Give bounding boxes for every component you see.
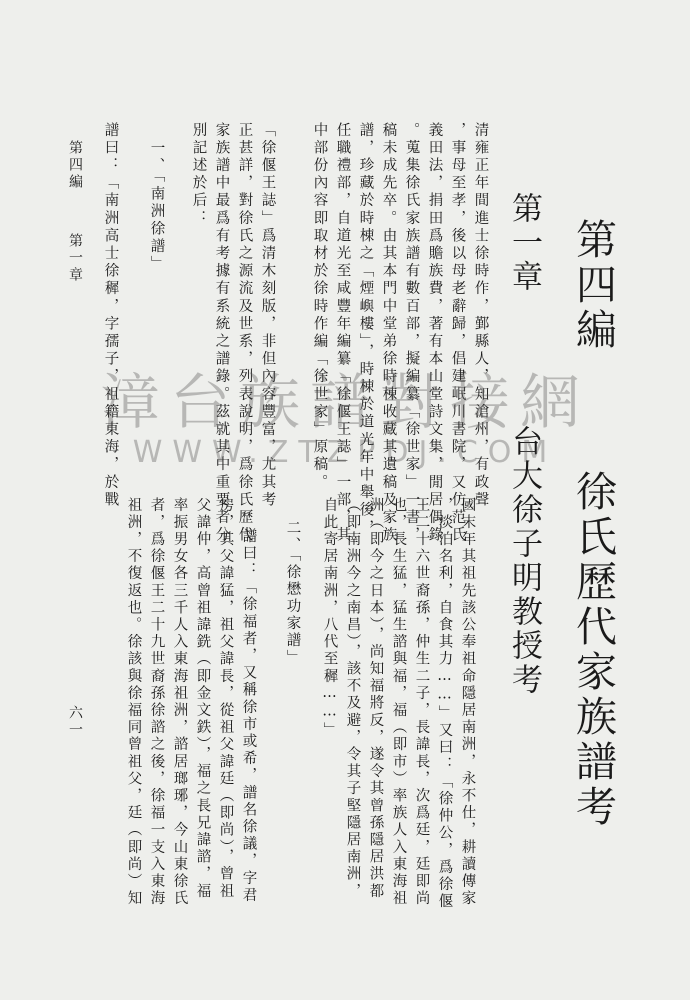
text-column: 稿未成先卒。由其本門中堂弟徐時棟收藏其遺稿及家族: [380, 122, 397, 545]
chapter-number: 第一章: [506, 192, 542, 294]
watermark-url: WWW.ZTZPDJ.COM: [132, 435, 558, 470]
text-column: 清雍正年間進士徐時作，鄞縣人，知滄州，有政聲: [472, 122, 489, 510]
text-column: 自此寄居南洲，八代至穉……」: [321, 497, 338, 740]
running-footer-part: 第四編: [67, 140, 83, 191]
text-column: 者，爲徐偃王二十九世裔孫徐諮之後，徐福一支入東海: [148, 497, 165, 908]
text-column: 王二十六世裔孫，仲生二子，長諱長，次爲廷，廷即尚: [413, 497, 430, 908]
text-column: 父諱仲，高曾祖諱銑（即金文鉄），福之長兄諱諮，福: [194, 497, 211, 901]
text-column: 譜曰：「徐福者，又稱徐市或希，譜名徐議，字君: [240, 528, 257, 905]
running-footer-chapter: 第一章: [67, 233, 83, 284]
section-heading: 二、「徐懋功家譜」: [284, 520, 301, 667]
text-column: ，事母至孝，後以母老辭歸，倡建岷川書院，又仿范氏: [449, 122, 466, 545]
watermark-text: 漳台族譜對接網: [100, 368, 590, 438]
text-column: 譜，珍藏於時棟之「煙嶼樓」，時棟於道光年中舉後，: [357, 122, 374, 538]
text-column: 也，長生猛，猛生諮與福，福（即市）率族人入東海祖: [390, 497, 407, 908]
text-column: 中部份內容即取材於徐時作編「徐世家」原稿。: [311, 122, 328, 492]
text-column: 房，其父諱猛，祖父諱長，從祖父諱廷（即尚），曾祖: [217, 497, 234, 901]
text-column: 譜曰：「南洲高士徐穉，字孺子，祖籍東海，於戰: [102, 122, 119, 510]
text-column: 洲（即今之日本），尚知福將反，遂令其曾孫隱居洪都: [367, 497, 384, 901]
text-column: 任職禮部，自道光至咸豐年編纂「徐偃王誌」一部，其: [334, 122, 351, 545]
text-column: 正甚詳，對徐氏之源流及世系，列表說明，爲徐氏歷代: [236, 122, 253, 545]
chapter-title: 台大徐子明教授考: [506, 425, 542, 697]
part-title: 第四編: [569, 218, 617, 353]
page-number: 六一: [67, 705, 83, 739]
text-column: 家族譜中最爲有考據有系統之譜錄。茲就其中重要者分: [213, 122, 230, 545]
part-subtitle: 徐氏歷代家族譜考: [569, 470, 617, 830]
text-column: （即南洲今之南昌），該不及避，令其子堅隱居南洲，: [344, 497, 361, 901]
text-column: 率振男女各三千人入東海祖洲，諮居瑯琊，今山東徐氏: [171, 497, 188, 908]
text-column: 「徐偃王誌」爲清木刻版，非但內容豐富，尤其考: [259, 122, 276, 510]
text-column: ，淡泊名利，自食其力……」又曰：「徐仲公，爲徐偃: [436, 497, 453, 911]
text-column: 祖洲，不復返也。徐該與徐福同曾祖父，廷（即尚）知: [125, 497, 142, 908]
section-heading: 一、「南洲徐譜」: [148, 140, 165, 274]
text-column: 國末年其祖先該公奉祖命隱居南洲，永不仕，耕讀傳家: [459, 497, 476, 908]
text-column: 。蒐集徐氏家族譜有數百部，擬編纂「徐世家」一書，: [403, 122, 420, 545]
text-column: 別記述於后：: [190, 122, 207, 228]
text-column: 義田法，捐田爲贍族費，著有本山堂詩文集，閒居偶錄: [426, 122, 443, 545]
